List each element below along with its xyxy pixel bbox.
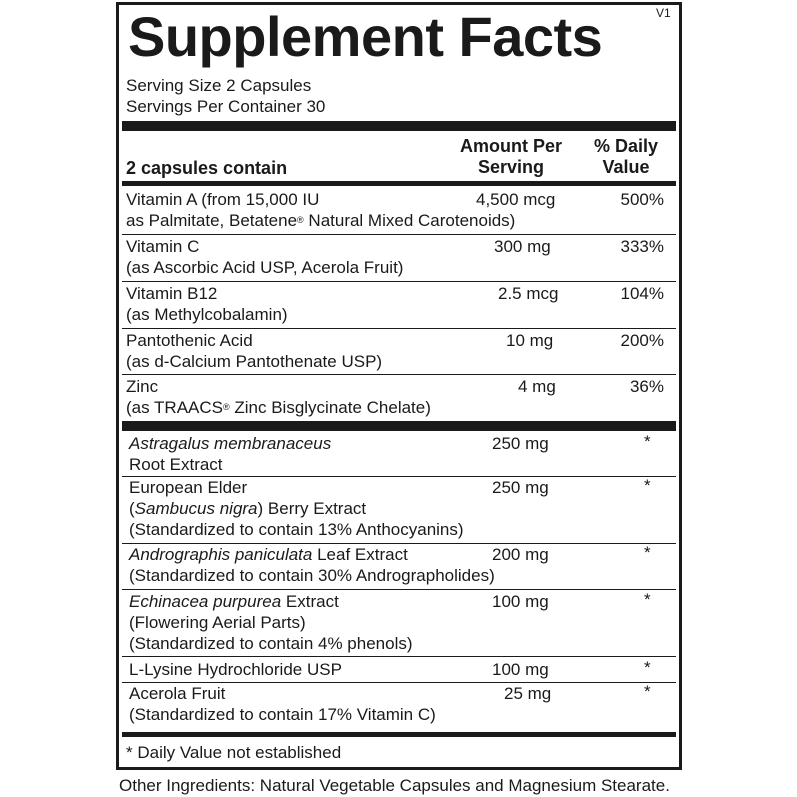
daily-value: 200%: [620, 331, 664, 350]
ingredient-name: Andrographis paniculata Leaf Extract: [129, 545, 408, 564]
daily-value-header: % Daily Value: [593, 136, 659, 177]
nutrient-name: Vitamin C: [126, 237, 200, 256]
nutrient-name: Zinc: [126, 377, 159, 396]
thick-divider: [122, 121, 676, 131]
ingredient-standardization: (Standardized to contain 4% phenols): [129, 634, 413, 653]
ingredient-name: L-Lysine Hydrochloride USP: [129, 660, 342, 679]
ingredient-name: Acerola Fruit: [129, 684, 226, 703]
amount-per-serving: 250 mg: [492, 478, 549, 497]
daily-value: *: [644, 543, 651, 562]
daily-value: 104%: [620, 284, 664, 303]
nutrient-source: (as TRAACS® Zinc Bisglycinate Chelate): [126, 398, 431, 417]
row-divider: [122, 234, 676, 235]
amount-per-serving: 4 mg: [518, 377, 556, 396]
thick-divider: [122, 421, 676, 431]
contains-header: 2 capsules contain: [126, 158, 288, 178]
row-divider: [122, 682, 676, 683]
ingredient-standardization: (Standardized to contain 17% Vitamin C): [129, 705, 436, 724]
row-divider: [122, 543, 676, 544]
daily-value: *: [644, 476, 651, 495]
nutrient-source: (as Methylcobalamin): [126, 305, 288, 324]
nutrient-source: (as d-Calcium Pantothenate USP): [126, 352, 383, 371]
daily-value: *: [644, 590, 651, 609]
ingredient-detail: (Flowering Aerial Parts): [129, 613, 306, 632]
daily-value: *: [644, 658, 651, 677]
amount-per-serving: 4,500 mcg: [476, 190, 556, 209]
version-label: V1: [656, 6, 671, 20]
daily-value: 500%: [620, 190, 664, 209]
ingredient-standardization: (Standardized to contain 30% Andrographolides): [129, 566, 495, 585]
row-divider: [122, 656, 676, 657]
ingredient-detail: (Sambucus nigra) Berry Extract: [129, 499, 367, 518]
amount-per-serving: 300 mg: [494, 237, 551, 256]
serving-size: Serving Size 2 Capsules: [126, 76, 312, 95]
panel-title: Supplement Facts: [128, 5, 603, 68]
row-divider: [122, 328, 676, 329]
nutrient-source: (as Ascorbic Acid USP, Acerola Fruit): [126, 258, 404, 277]
ingredient-standardization: (Standardized to contain 13% Anthocyanins): [129, 520, 464, 539]
nutrient-name: Vitamin A (from 15,000 IU: [126, 190, 320, 209]
daily-value: 333%: [620, 237, 664, 256]
amount-per-serving: 10 mg: [506, 331, 554, 350]
amount-header: Amount Per Serving: [459, 136, 562, 177]
ingredient-name: Astragalus membranaceus: [129, 434, 332, 453]
amount-per-serving: 200 mg: [492, 545, 549, 564]
medium-divider: [122, 181, 676, 186]
ingredient-name: European Elder: [129, 478, 248, 497]
row-divider: [122, 281, 676, 282]
nutrient-source: as Palmitate, Betatene® Natural Mixed Carotenoids): [126, 211, 516, 230]
ingredient-name: Echinacea purpurea Extract: [129, 592, 339, 611]
servings-per-container: Servings Per Container 30: [126, 97, 326, 116]
row-divider: [122, 374, 676, 375]
daily-value: *: [644, 432, 651, 451]
footnote: * Daily Value not established: [126, 743, 342, 762]
daily-value: *: [644, 682, 651, 701]
daily-value: 36%: [629, 377, 664, 396]
ingredient-detail: Root Extract: [129, 455, 223, 474]
medium-divider: [122, 732, 676, 737]
amount-per-serving: 100 mg: [492, 592, 549, 611]
amount-per-serving: 2.5 mcg: [498, 284, 559, 303]
amount-per-serving: 25 mg: [504, 684, 552, 703]
nutrient-name: Pantothenic Acid: [126, 331, 253, 350]
amount-per-serving: 100 mg: [492, 660, 549, 679]
row-divider: [122, 476, 676, 477]
amount-per-serving: 250 mg: [492, 434, 549, 453]
row-divider: [122, 589, 676, 590]
nutrient-name: Vitamin B12: [126, 284, 218, 303]
other-ingredients: Other Ingredients: Natural Vegetable Capsules and Magnesium Stearate.: [119, 776, 670, 795]
